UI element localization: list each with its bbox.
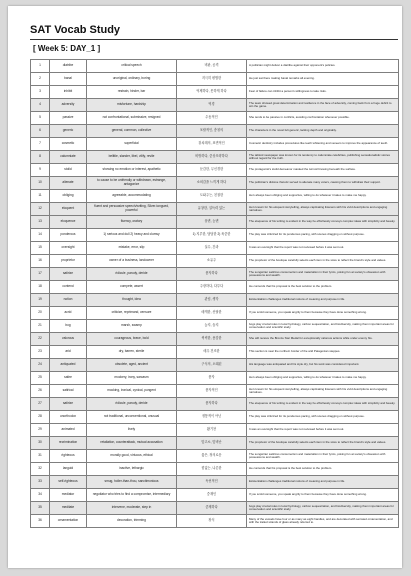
korean-meaning: 비판, 공격 bbox=[177, 60, 247, 73]
word-definition: restrain, hinder, bar bbox=[87, 86, 177, 99]
example-sentence: The proprietor of the boutique carefully selects each item in the store to reflect the brand's style and values. bbox=[247, 255, 399, 268]
vocab-table-body bbox=[31, 60, 399, 528]
word-definition: retaliation, counterattack, mutual accusation bbox=[87, 437, 177, 450]
row-number: 34 bbox=[31, 489, 50, 502]
word-definition: 1) serious and dull 2) heavy and clumsy bbox=[87, 229, 177, 242]
example-sentence: He's known for his eloquent storytelling, always captivating listeners with his vivid descriptions and engaging narratives. bbox=[247, 203, 399, 216]
example-sentence: If you scold someone, you speak angrily to them because they have done something wrong. bbox=[247, 307, 399, 320]
korean-meaning: 1) 지루한, 답답한 2) 육중한 bbox=[177, 229, 247, 242]
table-row bbox=[31, 268, 399, 281]
vocab-word: eloquence bbox=[50, 216, 87, 229]
word-definition: marsh, swamp bbox=[87, 320, 177, 333]
vocab-word: satire bbox=[50, 372, 87, 385]
row-number: 6 bbox=[31, 125, 50, 138]
row-number: 7 bbox=[31, 138, 50, 151]
word-definition: general, common, collective bbox=[87, 125, 177, 138]
table-row bbox=[31, 398, 399, 411]
row-number: 11 bbox=[31, 190, 50, 203]
example-sentence: The tabloid newspaper was known for its tendency to calumniate celebrities, publishing sensationalistic stories without regard for the truth. bbox=[247, 151, 399, 164]
example-sentence: The characters in the novel felt generic, lacking depth and originality. bbox=[247, 125, 399, 138]
korean-meaning: 풍자하다 bbox=[177, 398, 247, 411]
row-number: 33 bbox=[31, 476, 50, 489]
word-definition: showing no emotion or interest, apathetic bbox=[87, 164, 177, 177]
korean-meaning: 활기찬 bbox=[177, 424, 247, 437]
row-number: 4 bbox=[31, 99, 50, 112]
word-definition: fluency, oratory bbox=[87, 216, 177, 229]
table-row bbox=[31, 151, 399, 164]
korean-meaning: 장식 bbox=[177, 515, 247, 528]
table-row bbox=[31, 281, 399, 294]
example-sentence: He contends that his proposal is the best solution to the problem. bbox=[247, 281, 399, 294]
row-number: 19 bbox=[31, 294, 50, 307]
row-number: 30 bbox=[31, 437, 50, 450]
word-definition: smug, holier-than-thou, sanctimonious bbox=[87, 476, 177, 489]
word-definition: decoration, trimming bbox=[87, 515, 177, 528]
example-sentence: If you scold someone, you speak angrily to them because they have done something wrong. bbox=[247, 489, 399, 502]
example-sentence: The team showed great determination and resilience in the face of adversity, coming back from a huge deficit to win the game. bbox=[247, 99, 399, 112]
table-row bbox=[31, 411, 399, 424]
korean-meaning: 주장하다, 다투다 bbox=[177, 281, 247, 294]
korean-meaning: 매캐한, 신랄한 bbox=[177, 307, 247, 320]
table-row bbox=[31, 164, 399, 177]
vocab-word: satirize bbox=[50, 268, 87, 281]
word-definition: courageous, brave, bold bbox=[87, 333, 177, 346]
word-definition: negotiator who tries to find a compromise, intermediary bbox=[87, 489, 177, 502]
vocab-word: banal bbox=[50, 73, 87, 86]
table-row bbox=[31, 73, 399, 86]
example-sentence: A politician might deliver a diatribe against their opponent's policies. bbox=[247, 60, 399, 73]
word-definition: belittle, slander, libel, vilify, revile bbox=[87, 151, 177, 164]
row-number: 22 bbox=[31, 333, 50, 346]
row-number: 35 bbox=[31, 502, 50, 515]
korean-meaning: 유창한, 설득력 있는 bbox=[177, 203, 247, 216]
row-number: 27 bbox=[31, 398, 50, 411]
korean-meaning: 풍자적인 bbox=[177, 385, 247, 398]
vocab-word: mediator bbox=[50, 489, 87, 502]
vocab-word: ornamentation bbox=[50, 515, 87, 528]
example-sentence: His language was antiquated and his style dry, but his work was considered important. bbox=[247, 359, 399, 372]
row-number: 23 bbox=[31, 346, 50, 359]
vocab-word: obliging bbox=[50, 190, 87, 203]
row-number: 2 bbox=[31, 73, 50, 86]
vocab-word: inhibit bbox=[50, 86, 87, 99]
korean-meaning: 억제하다, 못하게 하다 bbox=[177, 86, 247, 99]
vocab-word: arid bbox=[50, 346, 87, 359]
table-row bbox=[31, 346, 399, 359]
row-number: 32 bbox=[31, 463, 50, 476]
row-number: 14 bbox=[31, 229, 50, 242]
row-number: 10 bbox=[31, 177, 50, 190]
example-sentence: Cosmetic dentistry includes procedures like teeth whitening and veneers to improve the appearance of teeth. bbox=[247, 138, 399, 151]
korean-meaning: 역경 bbox=[177, 99, 247, 112]
example-sentence: Existentialism challenges traditional notions of meaning and purpose in life. bbox=[247, 294, 399, 307]
word-definition: mocking, ironical, cynical, pungent bbox=[87, 385, 177, 398]
korean-meaning: 포괄적인, 총칭의 bbox=[177, 125, 247, 138]
word-definition: misfortune, hardship bbox=[87, 99, 177, 112]
korean-meaning: 독선적인 bbox=[177, 476, 247, 489]
table-row bbox=[31, 320, 399, 333]
example-sentence: The eloquence of his writing is evident in the way he effortlessly conveys complex ideas with simplicity and beauty. bbox=[247, 398, 399, 411]
example-sentence: The proprietor of the boutique carefully selects each item in the store to reflect the brand's style and values. bbox=[247, 437, 399, 450]
row-number: 9 bbox=[31, 164, 50, 177]
korean-meaning: 도와주는, 친절한 bbox=[177, 190, 247, 203]
vocab-word: unorthodox bbox=[50, 411, 87, 424]
word-definition: lively bbox=[87, 424, 177, 437]
vocab-word: generic bbox=[50, 125, 87, 138]
example-sentence: bogs play crucial roles in local hydrology, carbon sequestration, and biodiversity, making them important areas for conservation and scientific study. bbox=[247, 320, 399, 333]
example-sentence: He's always been obliging and supportive, willing to do whatever it takes to make me happy. bbox=[247, 190, 399, 203]
vocab-word: antiquated bbox=[50, 359, 87, 372]
korean-meaning: 풍자 bbox=[177, 372, 247, 385]
korean-meaning: 중재하다 bbox=[177, 502, 247, 515]
row-number: 20 bbox=[31, 307, 50, 320]
row-number: 5 bbox=[31, 112, 50, 125]
vocab-word: valorous bbox=[50, 333, 87, 346]
example-sentence: He contends that his proposal is the best solution to the problem. bbox=[247, 463, 399, 476]
word-definition: unoriginal, ordinary, boring bbox=[87, 73, 177, 86]
word-definition: obsolete, aged, ancient bbox=[87, 359, 177, 372]
example-sentence: The protagonist's stolid demeanor masked the turmoil brewing beneath the surface. bbox=[247, 164, 399, 177]
word-definition: mistake, error, slip bbox=[87, 242, 177, 255]
vocab-word: animated bbox=[50, 424, 87, 437]
korean-meaning: 씩씩한, 용감한 bbox=[177, 333, 247, 346]
word-definition: fluent and persuasive speech/writing, Silver-tongued, powerful bbox=[87, 203, 177, 216]
table-row bbox=[31, 125, 399, 138]
table-row bbox=[31, 333, 399, 346]
word-definition: thought, idea bbox=[87, 294, 177, 307]
vocab-word: adversity bbox=[50, 99, 87, 112]
korean-meaning: 둔감한, 무신경한 bbox=[177, 164, 247, 177]
korean-meaning: 풍자하다 bbox=[177, 268, 247, 281]
word-definition: morally good, virtuous, ethical bbox=[87, 450, 177, 463]
table-row bbox=[31, 489, 399, 502]
table-row bbox=[31, 203, 399, 216]
table-row bbox=[31, 450, 399, 463]
vocab-word: righteous bbox=[50, 450, 87, 463]
example-sentence: bogs play crucial roles in local hydrology, carbon sequestration, and biodiversity, making them important areas for conservation and scientific study. bbox=[247, 502, 399, 515]
vocab-word: passive bbox=[50, 112, 87, 125]
word-definition: intervene, moderate, step in bbox=[87, 502, 177, 515]
table-row bbox=[31, 99, 399, 112]
document-page bbox=[8, 6, 402, 568]
vocab-word: ponderous bbox=[50, 229, 87, 242]
row-number: 24 bbox=[31, 359, 50, 372]
vocab-word: stolid bbox=[50, 164, 87, 177]
row-number: 13 bbox=[31, 216, 50, 229]
table-row bbox=[31, 476, 399, 489]
table-row bbox=[31, 359, 399, 372]
korean-meaning: 겉치레의, 표면적인 bbox=[177, 138, 247, 151]
title-divider bbox=[30, 39, 398, 40]
example-sentence: He's known for his eloquent storytelling, always captivating listeners with his vivid descriptions and engaging narratives. bbox=[247, 385, 399, 398]
vocab-word: bog bbox=[50, 320, 87, 333]
row-number: 21 bbox=[31, 320, 50, 333]
vocab-word: oversight bbox=[50, 242, 87, 255]
table-row bbox=[31, 112, 399, 125]
korean-meaning: 늪지, 습지 bbox=[177, 320, 247, 333]
row-number: 29 bbox=[31, 424, 50, 437]
vocab-word: cosmetic bbox=[50, 138, 87, 151]
korean-meaning: 소외감을 느끼게 하다 bbox=[177, 177, 247, 190]
example-sentence: The play was criticized for its ponderous pacing, with scenes dragging on without purpose. bbox=[247, 411, 399, 424]
vocab-word: self-righteous bbox=[50, 476, 87, 489]
vocab-word: notion bbox=[50, 294, 87, 307]
word-definition: superficial bbox=[87, 138, 177, 151]
row-number: 3 bbox=[31, 86, 50, 99]
row-number: 28 bbox=[31, 411, 50, 424]
row-number: 12 bbox=[31, 203, 50, 216]
word-definition: ridicule, parody, deride bbox=[87, 268, 177, 281]
example-sentence: Many of the vessels have four or as many as eight handles, and are decorated with serrated ornamentation, and with the trailed strands of glass already referred to. bbox=[247, 515, 399, 528]
vocab-word: contend bbox=[50, 281, 87, 294]
korean-meaning: 소유주 bbox=[177, 255, 247, 268]
vocab-word: languid bbox=[50, 463, 87, 476]
vocab-word: eloquent bbox=[50, 203, 87, 216]
row-number: 36 bbox=[31, 515, 50, 528]
example-sentence: The politician's divisive rhetoric served to alienate many voters, causing them to withdraw their support. bbox=[247, 177, 399, 190]
korean-meaning: 실수, 간과 bbox=[177, 242, 247, 255]
word-definition: dry, barren, sterile bbox=[87, 346, 177, 359]
word-definition: not traditional, unconventional, unusual bbox=[87, 411, 177, 424]
table-row bbox=[31, 86, 399, 99]
example-sentence: She will receive the Bronze Star Medal for exceptionally valorous actions while under enemy fire. bbox=[247, 333, 399, 346]
korean-meaning: 비방하다, 중상모략하다 bbox=[177, 151, 247, 164]
example-sentence: The eloquence of his writing is evident in the way he effortlessly conveys complex ideas with simplicity and beauty. bbox=[247, 216, 399, 229]
table-row bbox=[31, 242, 399, 255]
table-row bbox=[31, 372, 399, 385]
table-row bbox=[31, 307, 399, 320]
table-row bbox=[31, 216, 399, 229]
table-row bbox=[31, 138, 399, 151]
korean-meaning: 힘없는, 나른한 bbox=[177, 463, 247, 476]
word-definition: inactive, lethargic bbox=[87, 463, 177, 476]
word-definition: to cause to be unfriendly or withdrawn, estrange, antagonize bbox=[87, 177, 177, 190]
row-number: 18 bbox=[31, 281, 50, 294]
table-row bbox=[31, 463, 399, 476]
example-sentence: Fear of failure can inhibit a person's willingness to take risks. bbox=[247, 86, 399, 99]
table-row bbox=[31, 177, 399, 190]
vocab-word: diatribe bbox=[50, 60, 87, 73]
example-sentence: The songwriter satirizes consumerism and materialism in their lyrics, poking fun at society's obsession with possessions and wealth. bbox=[247, 268, 399, 281]
table-row bbox=[31, 255, 399, 268]
vocab-word: calumniate bbox=[50, 151, 87, 164]
example-sentence: It was an oversight that the report was not reviewed before it was sent out. bbox=[247, 242, 399, 255]
table-row bbox=[31, 190, 399, 203]
word-definition: ridicule, parody, deride bbox=[87, 398, 177, 411]
word-definition: agreeable, accommodating bbox=[87, 190, 177, 203]
row-number: 16 bbox=[31, 255, 50, 268]
korean-meaning: 정통적이 아닌 bbox=[177, 411, 247, 424]
page-title: SAT Vocab Study bbox=[30, 24, 121, 36]
table-row bbox=[31, 515, 399, 528]
row-number: 25 bbox=[31, 372, 50, 385]
table-row bbox=[31, 229, 399, 242]
vocab-word: acrid bbox=[50, 307, 87, 320]
korean-meaning: 수동적인 bbox=[177, 112, 247, 125]
korean-meaning: 매우 건조한 bbox=[177, 346, 247, 359]
vocab-word: proprietor bbox=[50, 255, 87, 268]
example-sentence: He's always been obliging and supportive, willing to do whatever it takes to make me happy. bbox=[247, 372, 399, 385]
word-definition: criticize, reprimand, censure bbox=[87, 307, 177, 320]
korean-meaning: 맞고소, 맞비난 bbox=[177, 437, 247, 450]
example-sentence: This section is near the northern border of the arid Patagonian steppes. bbox=[247, 346, 399, 359]
vocab-word: satirize bbox=[50, 398, 87, 411]
row-number: 8 bbox=[31, 151, 50, 164]
vocab-word: meditate bbox=[50, 502, 87, 515]
korean-meaning: 중재인 bbox=[177, 489, 247, 502]
vocab-word: recrimination bbox=[50, 437, 87, 450]
table-row bbox=[31, 385, 399, 398]
word-definition: compete, assert bbox=[87, 281, 177, 294]
example-sentence: She tends to be passive in conflicts, avoiding confrontation whenever possible. bbox=[247, 112, 399, 125]
row-number: 17 bbox=[31, 268, 50, 281]
example-sentence: He just sat there making banal remarks all evening. bbox=[247, 73, 399, 86]
korean-meaning: 옳은, 정의로운 bbox=[177, 450, 247, 463]
table-row bbox=[31, 60, 399, 73]
table-row bbox=[31, 424, 399, 437]
row-number: 1 bbox=[31, 60, 50, 73]
example-sentence: It was an oversight that the report was not reviewed before it was sent out. bbox=[247, 424, 399, 437]
row-number: 15 bbox=[31, 242, 50, 255]
example-sentence: The songwriter satirizes consumerism and materialism in their lyrics, poking fun at society's obsession with possessions and wealth. bbox=[247, 450, 399, 463]
vocab-table bbox=[30, 59, 399, 528]
table-row bbox=[31, 294, 399, 307]
word-definition: owner of a business, landowner bbox=[87, 255, 177, 268]
korean-meaning: 관념, 생각 bbox=[177, 294, 247, 307]
vocab-word: satirical bbox=[50, 385, 87, 398]
row-number: 26 bbox=[31, 385, 50, 398]
table-row bbox=[31, 502, 399, 515]
example-sentence: Existentialism challenges traditional notions of meaning and purpose in life. bbox=[247, 476, 399, 489]
word-definition: critical speech bbox=[87, 60, 177, 73]
korean-meaning: 지극히 평범한 bbox=[177, 73, 247, 86]
week-heading: [ Week 5: DAY_1 ] bbox=[33, 44, 101, 53]
example-sentence: The play was criticized for its ponderous pacing, with scenes dragging on without purpose. bbox=[247, 229, 399, 242]
vocab-word: alienate bbox=[50, 177, 87, 190]
korean-meaning: 웅변, 능변 bbox=[177, 216, 247, 229]
row-number: 31 bbox=[31, 450, 50, 463]
korean-meaning: 구식의, 오래된 bbox=[177, 359, 247, 372]
word-definition: mockery, irony, sarcasm bbox=[87, 372, 177, 385]
table-row bbox=[31, 437, 399, 450]
word-definition: not confrontational, submissive, resigned bbox=[87, 112, 177, 125]
